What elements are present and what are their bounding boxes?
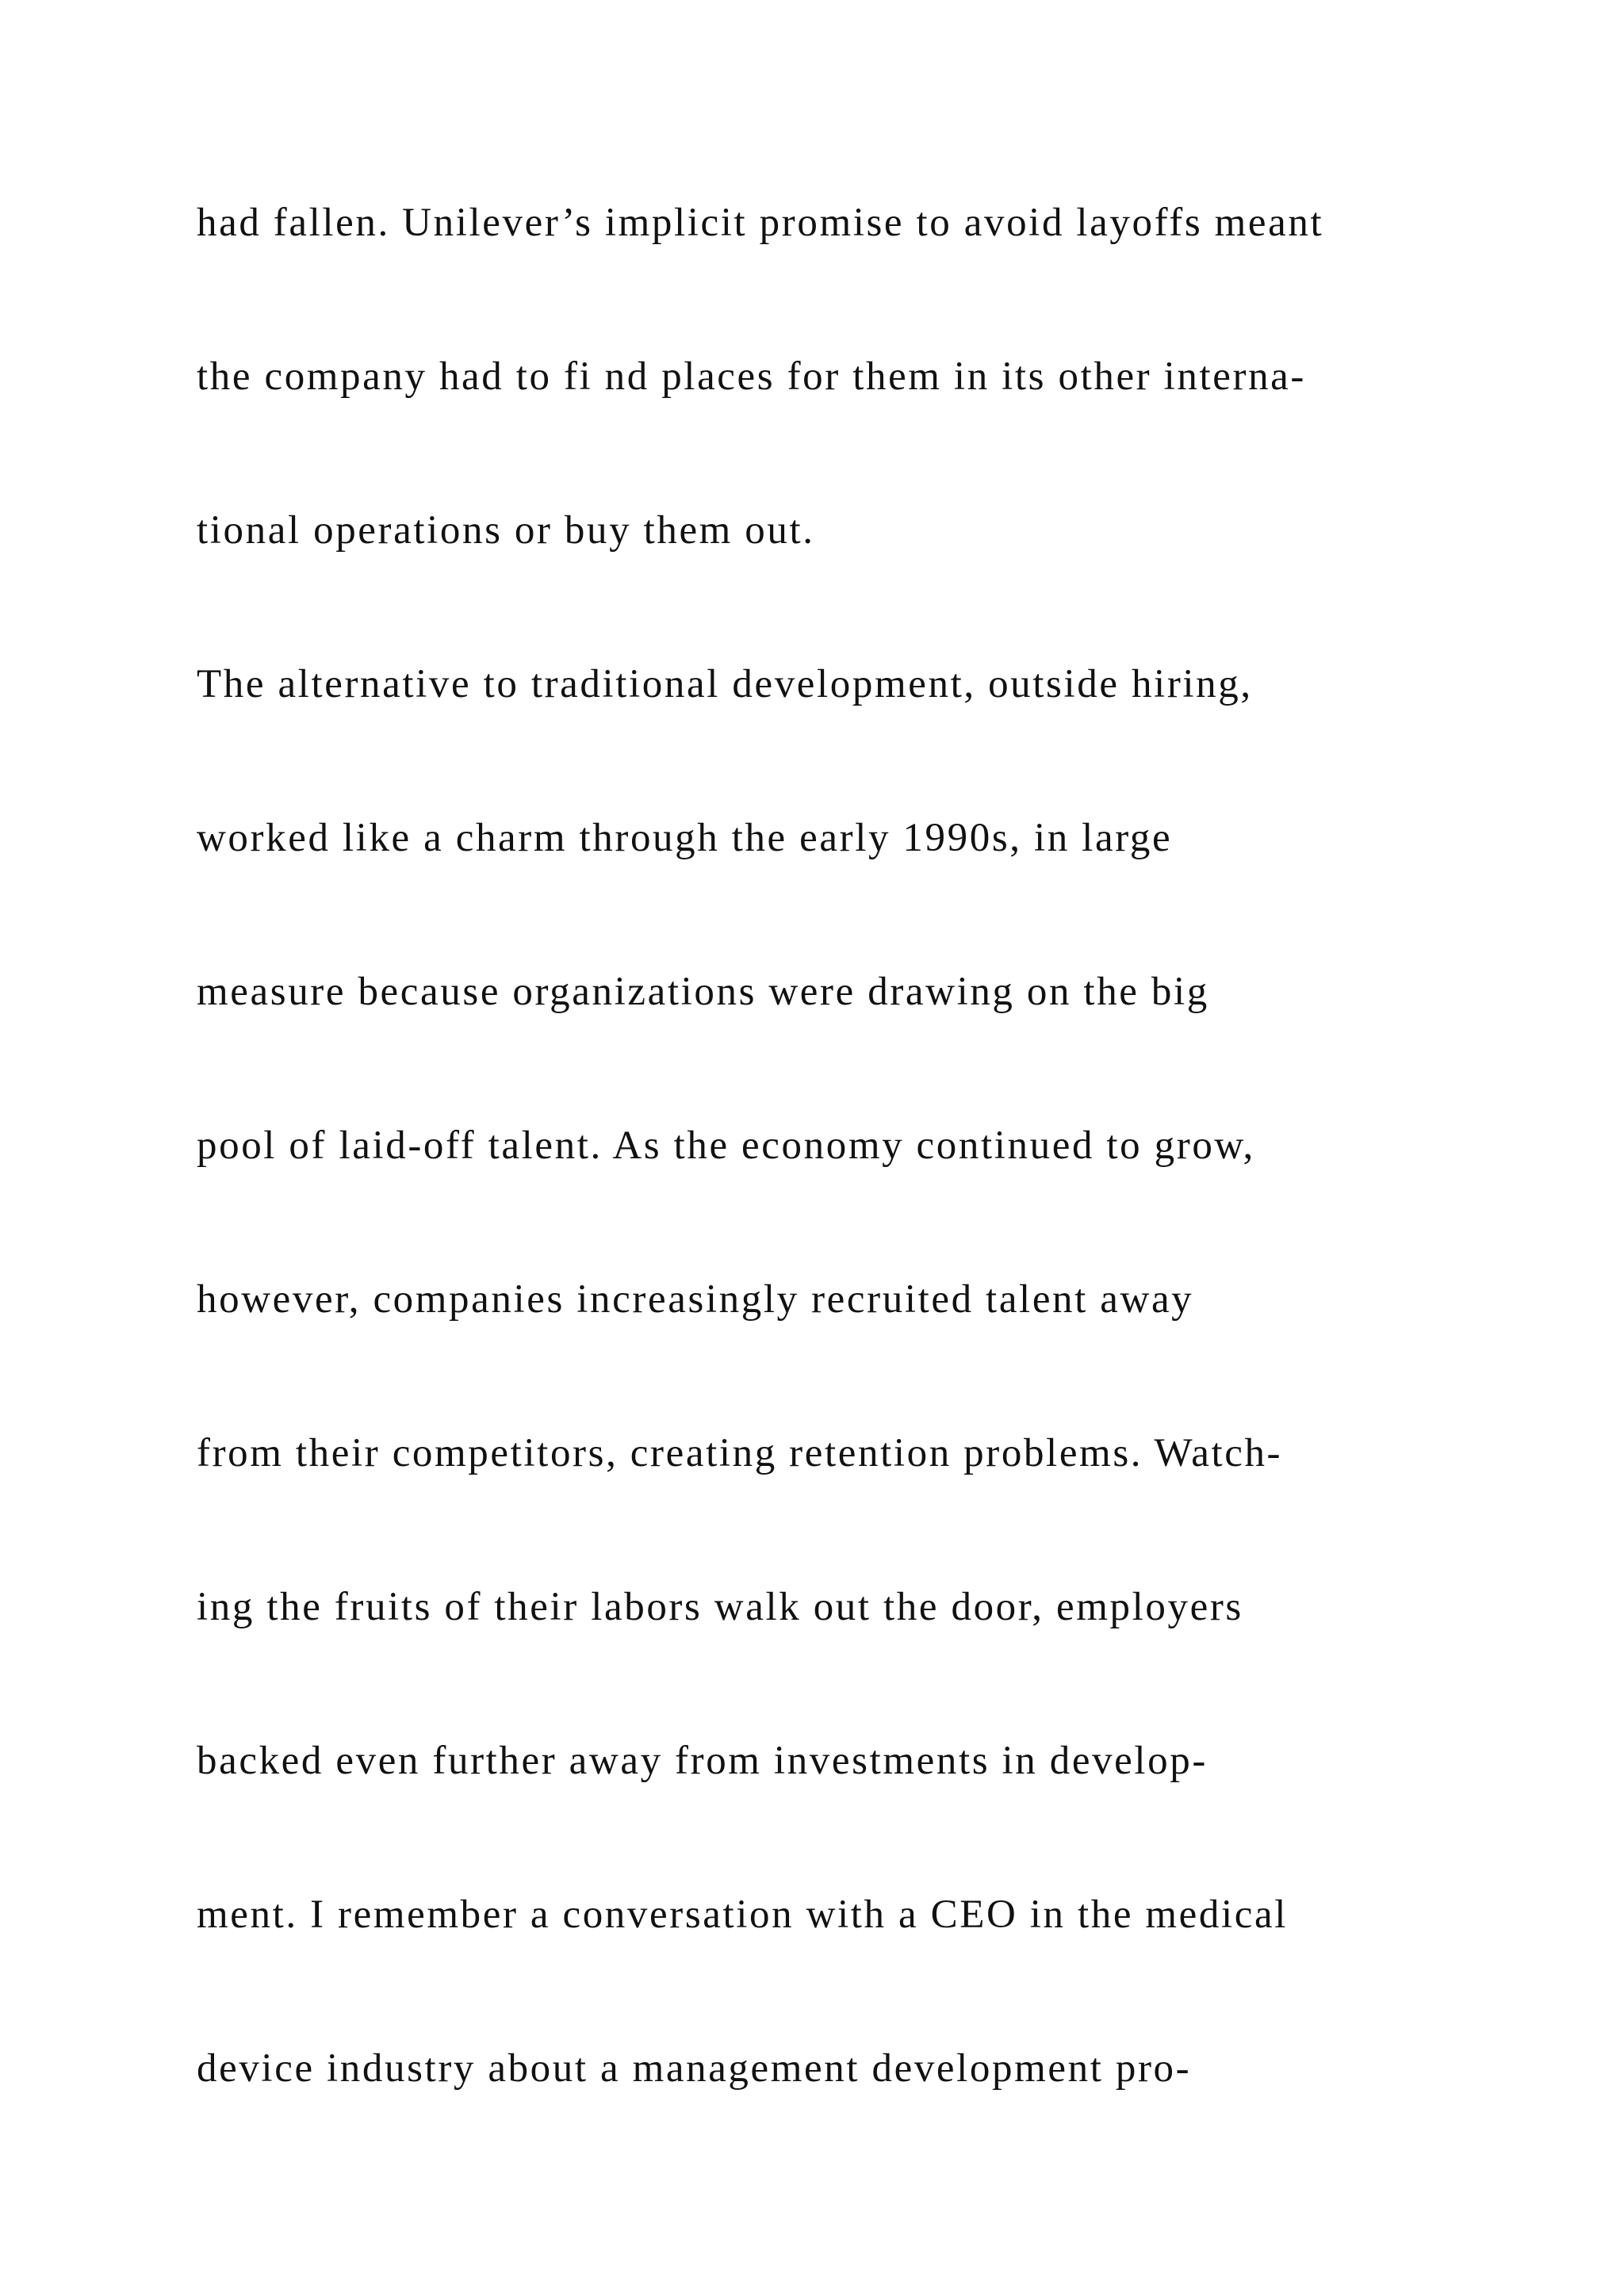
text-line: the company had to fi nd places for them in its other interna- [197, 354, 1306, 399]
text-line: measure because organizations were drawing on the big [197, 970, 1209, 1014]
text-line: had fallen. Unilever’s implicit promise to avoid layoffs meant [197, 201, 1324, 245]
text-line: ing the fruits of their labors walk out the door, employers [197, 1585, 1243, 1629]
text-line: The alternative to traditional development, outside hiring, [197, 662, 1253, 706]
text-line: however, companies increasingly recruited talent away [197, 1277, 1194, 1322]
text-line: ment. I remember a conversation with a CEO in the medical [197, 1892, 1289, 1937]
text-line: worked like a charm through the early 1990s, in large [197, 816, 1173, 860]
text-line: pool of laid-off talent. As the economy continued to grow, [197, 1123, 1255, 1168]
text-line: from their competitors, creating retention problems. Watch- [197, 1431, 1283, 1475]
text-line: backed even further away from investments in develop- [197, 1739, 1208, 1783]
text-line: tional operations or buy them out. [197, 508, 815, 553]
text-line: device industry about a management development pro- [197, 2046, 1192, 2091]
body-text [197, 179, 1592, 2179]
